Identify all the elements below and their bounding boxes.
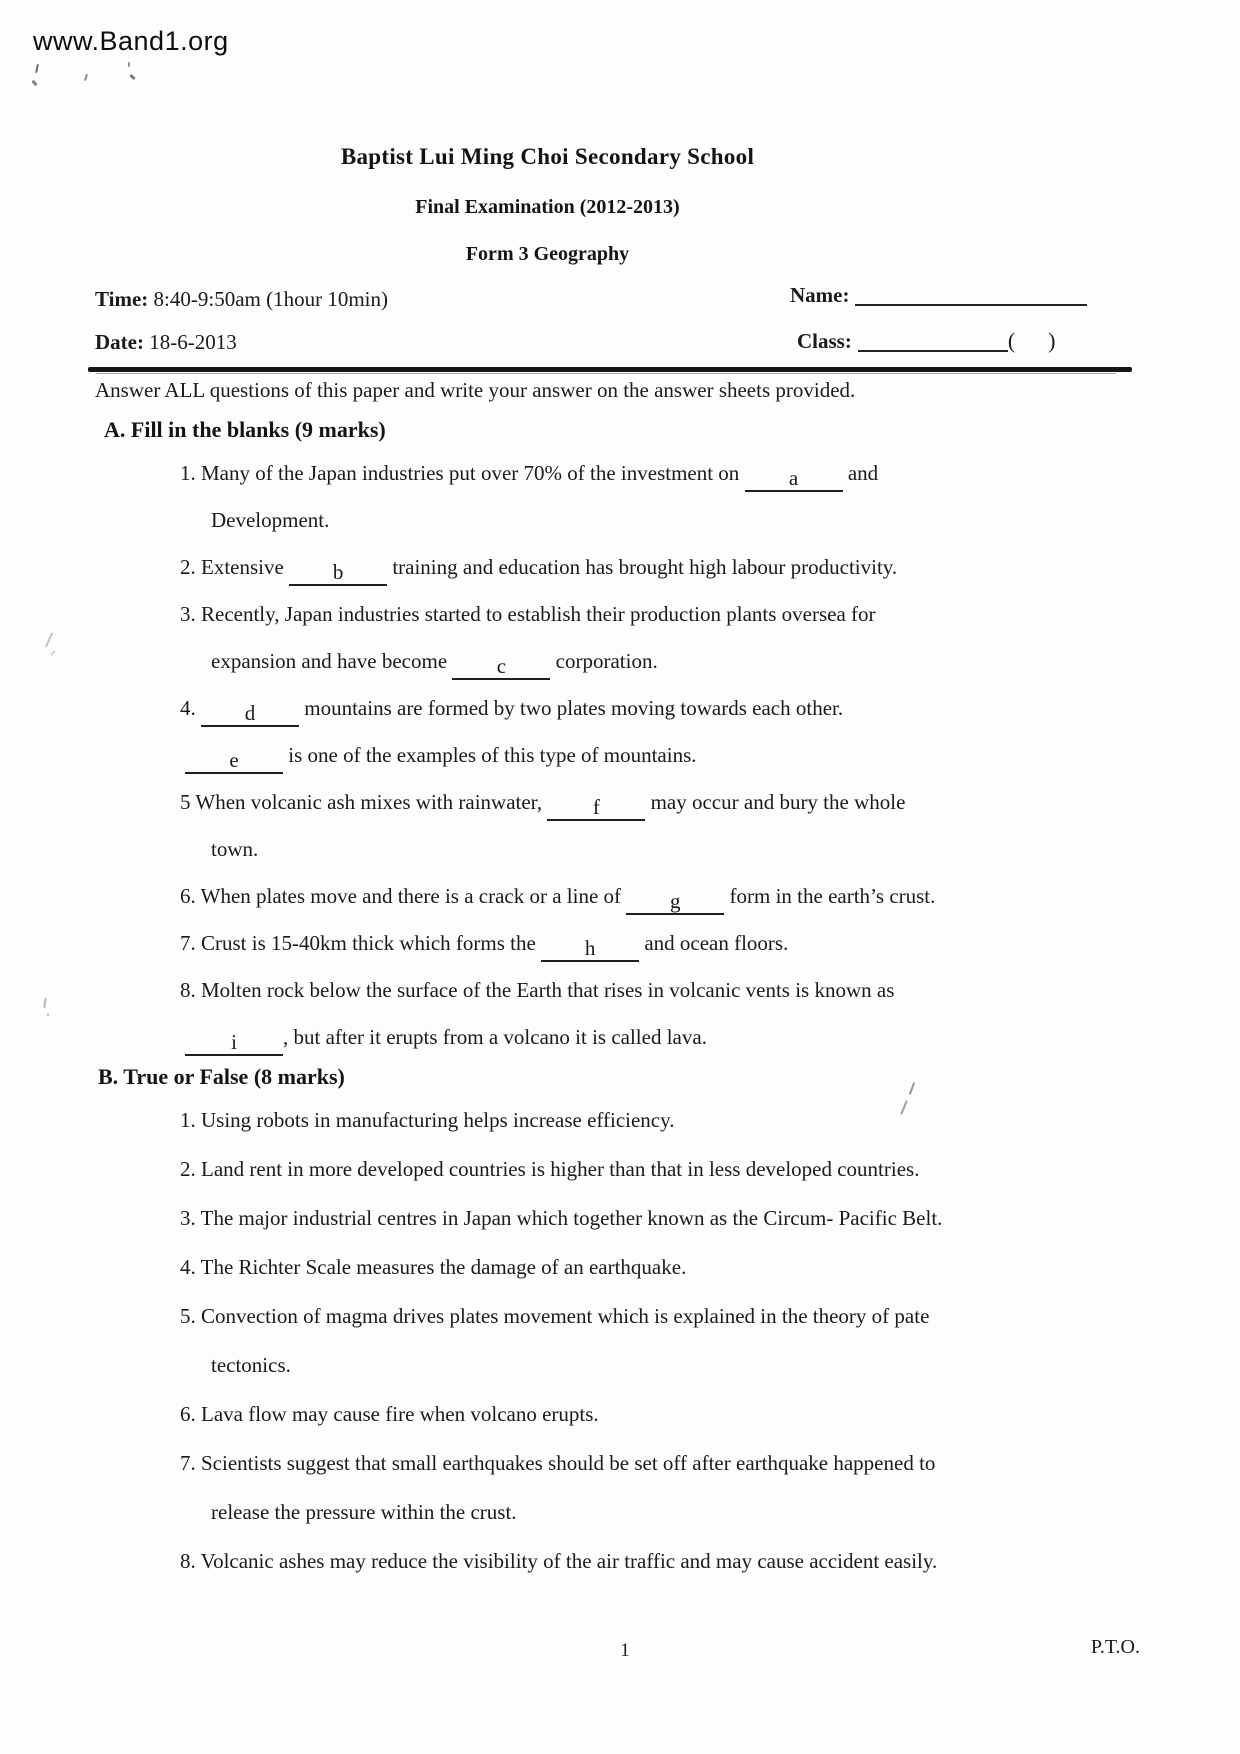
section-b-list [180, 1096, 1220, 1586]
class-number-parens: ( ) [1007, 328, 1056, 353]
question-line [180, 967, 1220, 1014]
scan-artifact [84, 74, 88, 81]
scan-artifact [47, 1013, 49, 1016]
question-text: training and education has brought high labour productivity. [387, 555, 898, 579]
scan-artifact [128, 62, 130, 67]
question-line [211, 826, 1220, 873]
school-name: Baptist Lui Ming Choi Secondary School [340, 144, 755, 169]
question-line [180, 1537, 1220, 1586]
scan-artifact [129, 74, 135, 80]
question-line [180, 685, 1220, 732]
question-text: 8. Volcanic ashes may reduce the visibility of the air traffic and may cause accident easily. [180, 1549, 938, 1573]
question-text: 3. The major industrial centres in Japan which together known as the Circum- Pacific Belt. [180, 1206, 943, 1230]
question-text: 3. Recently, Japan industries started to establish their production plants oversea for [180, 602, 876, 626]
question-text: release the pressure within the crust. [211, 1500, 517, 1524]
date-value: 18-6-2013 [143, 330, 237, 354]
time-value: 8:40-9:50am (1hour 10min) [148, 287, 388, 311]
question-line [180, 1145, 1220, 1194]
question-text: , but after it erupts from a volcano it is called lava. [283, 1025, 707, 1049]
fill-blank-e: e [185, 748, 283, 774]
section-b-heading: B. True or False (8 marks) [98, 1064, 345, 1089]
question-text: 4. [180, 696, 201, 720]
question-text: 7. Scientists suggest that small earthquakes should be set off after earthquake happened to [180, 1451, 936, 1475]
scan-artifact [31, 80, 37, 86]
scan-artifact [35, 64, 39, 73]
question-line [180, 544, 1220, 591]
class-row [797, 328, 1056, 354]
question-text: corporation. [550, 649, 658, 673]
question-text: town. [211, 837, 259, 861]
fill-blank-c: c [452, 654, 550, 680]
section-a-list [180, 450, 1220, 1061]
question-text: is one of the examples of this type of mountains. [283, 743, 697, 767]
question-line [180, 1292, 1220, 1341]
class-blank-line [858, 332, 1008, 352]
question-line [180, 1243, 1220, 1292]
page-number: 1 [620, 1640, 630, 1661]
question-line [211, 497, 1220, 544]
name-blank-line [855, 286, 1087, 306]
question-text: 6. When plates move and there is a crack or a line of [180, 884, 627, 908]
question-line [180, 1194, 1220, 1243]
question-line [185, 1014, 1220, 1061]
question-line [211, 1488, 1220, 1537]
fill-blank-f: f [547, 795, 645, 821]
question-line [185, 732, 1220, 779]
question-text: 7. Crust is 15-40km thick which forms the [180, 931, 542, 955]
question-text: may occur and bury the whole [645, 790, 906, 814]
fill-blank-a: a [745, 466, 843, 492]
fill-blank-d: d [201, 701, 299, 727]
class-label: Class: [797, 329, 852, 353]
question-line [180, 920, 1220, 967]
scan-artifact [43, 998, 46, 1008]
fill-blank-b: b [289, 560, 387, 586]
question-text: and [842, 461, 879, 485]
question-text: 6. Lava flow may cause fire when volcano erupts. [180, 1402, 599, 1426]
question-line [180, 450, 1220, 497]
scan-artifact [45, 632, 53, 647]
question-text: 4. The Richter Scale measures the damage of an earthquake. [180, 1255, 687, 1279]
question-text: 5 When volcanic ash mixes with rainwater, [180, 790, 548, 814]
pto-label: P.T.O. [1090, 1636, 1140, 1658]
scan-artifact [50, 650, 55, 656]
question-text: 5. Convection of magma drives plates movement which is explained in the theory of pate [180, 1304, 930, 1328]
question-line [180, 779, 1220, 826]
question-text: form in the earth’s crust. [724, 884, 936, 908]
section-a-heading: A. Fill in the blanks (9 marks) [104, 417, 386, 442]
question-text: tectonics. [211, 1353, 291, 1377]
fill-blank-h: h [541, 936, 639, 962]
question-text: mountains are formed by two plates moving towards each other. [299, 696, 844, 720]
scan-artifact [909, 1082, 915, 1095]
fill-blank-g: g [626, 889, 724, 915]
question-text: 2. Land rent in more developed countries is higher than that in less developed countries. [180, 1157, 920, 1181]
question-text: expansion and have become [211, 649, 453, 673]
watermark-url: www.Band1.org [33, 26, 229, 56]
name-label: Name: [790, 283, 850, 307]
date-label: Date: [95, 330, 144, 354]
exam-instruction: Answer ALL questions of this paper and write your answer on the answer sheets provided. [95, 378, 856, 402]
time-row [95, 287, 388, 312]
question-text: Development. [211, 508, 330, 532]
question-text: 8. Molten rock below the surface of the Earth that rises in volcanic vents is known as [180, 978, 895, 1002]
question-line [180, 1096, 1220, 1145]
question-text: 2. Extensive [180, 555, 290, 579]
header-divider-rule-shadow [96, 373, 1116, 374]
header-divider-rule [88, 367, 1132, 372]
time-label: Time: [95, 287, 149, 311]
question-line [211, 638, 1220, 685]
question-line [211, 1341, 1220, 1390]
date-row [95, 330, 237, 355]
question-text: 1. Using robots in manufacturing helps increase efficiency. [180, 1108, 675, 1132]
question-line [180, 873, 1220, 920]
question-text: 1. Many of the Japan industries put over 70% of the investment on [180, 461, 745, 485]
question-line [180, 1439, 1220, 1488]
question-line [180, 591, 1220, 638]
fill-blank-i: i [185, 1030, 283, 1056]
question-text: and ocean floors. [639, 931, 789, 955]
name-row [790, 283, 1087, 308]
exam-title: Final Examination (2012-2013) [415, 196, 680, 218]
question-line [180, 1390, 1220, 1439]
subject-title: Form 3 Geography [465, 243, 630, 265]
